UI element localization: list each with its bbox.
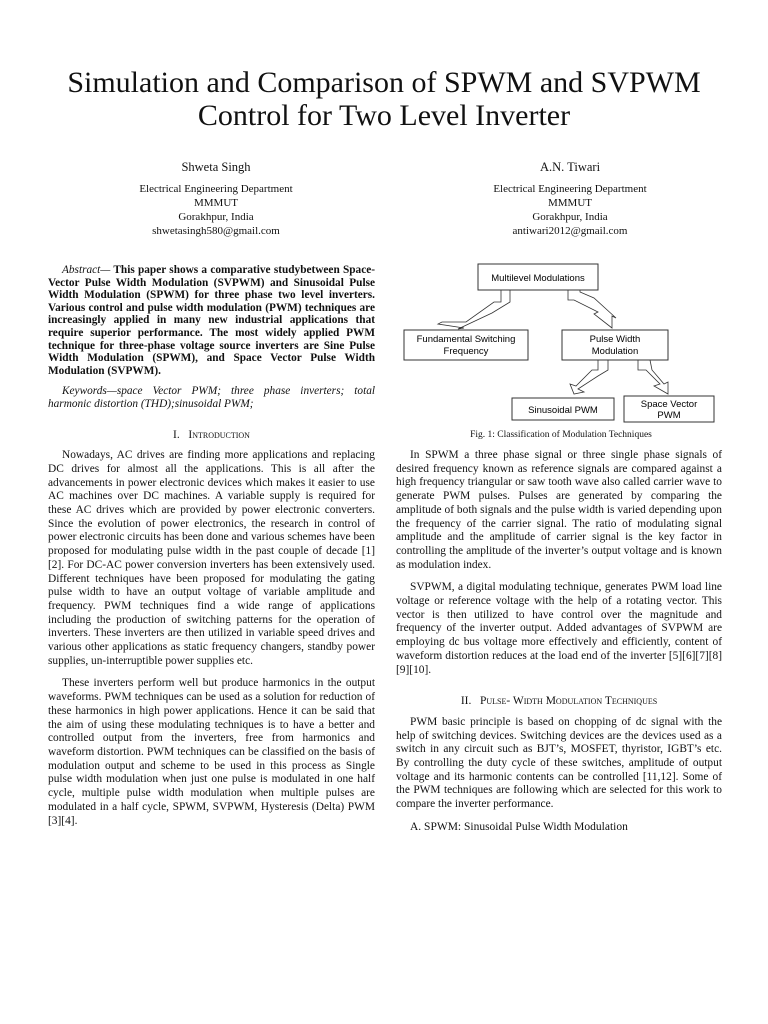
right-column [396, 449, 722, 835]
spwm-paragraph: In SPWM a three phase signal or three single phase signals of desired frequency known as reference signals are compared against a high frequency triangular or saw tooth wave also called carrier wave to generate PWM pulses. Pulses are generated by comparing the amplitude of both signals and the pulse width is varied depending upon the frequency of the carrier signal. The ratio of modulating signal amplitude and the amplitude of carrier signal is the key factor in controlling the amplitude of the inverter’s output voltage and is known as modulation index. [396, 449, 722, 571]
node-label: Space Vector [640, 399, 698, 410]
abstract-text: This paper shows a comparative studybetween Space-Vector Pulse Width Modulation (SVPWM) and Sinusoidal Pulse Width Modulation (SPWM) for three phase two level inverters. Various control and pulse width modulation (PWM) techniques are increasingly applied in many new industrial applications that require superior performance. The most widely applied PWM technique for three-phase voltage source inverters are Sine Pulse Width Modulation (SPWM), and Space Vector Pulse Width Modulation (SVPWM). [48, 264, 375, 377]
abstract [48, 264, 375, 377]
paper-title: Simulation and Comparison of SPWM and SVPWM Control for Two Level Inverter [67, 66, 701, 132]
arrow-left [438, 290, 510, 329]
node-label: PWM [657, 410, 681, 421]
author-institute: MMMUT [547, 197, 592, 209]
node-label: Fundamental Switching [416, 334, 516, 345]
figure-caption: Fig. 1: Classification of Modulation Techniques [470, 430, 652, 440]
intro-paragraph-2: These inverters perform well but produce harmonics in the output waveforms. PWM techniques can be used as a solution for reduction of these harmonics in high power applications. Hence it can be said that the aim of using these modulating techniques is to have a better and controlled output from the inverters, free from harmonics and waveform distortion. PWM techniques can be classified on the basis of modulation output and scheme to be used in this process as Single pulse width modulation when just one pulse is modulated in one half cycle, multiple pulse width modulation when multiple pulses are modulated in a half cycle, SPWM, SVPWM, Hysteresis (Delta) PWM [3][4]. [48, 677, 375, 827]
section-heading-introduction: I. Introduction [173, 428, 250, 441]
node-label: Modulation [591, 346, 639, 357]
node-label: Frequency [443, 346, 489, 357]
arrow-right [568, 290, 616, 328]
intro-paragraph-1: Nowadays, AC drives are finding more applications and replacing DC drives for almost all the applications. This is all after the advancements in power electronic devices which makes it easier to use AC machines over DC machines. A variable supply is required for these AC drives which are provided by power electronic converters. Since the evolution of power electronics, the research in control of power electronic circuits has been done and various schemes have been proposed for modulating pulse width in the past couple of decade [1][2]. For DC-AC power conversion inverters has been extensively used. Different techniques have been proposed for modulating the gating pulse width to have an output voltage of variable amplitude and frequency. PWM techniques find a wide range of applications including the production of switching patterns for the operation of inverters. These inverters are then utilized in variable speed drives and various other applications as static frequency changers, standby power supplies, un-interruptible power supplies etc. [48, 449, 375, 667]
node-label: Pulse Width [589, 334, 641, 345]
arrow-to-svpwm [638, 360, 668, 394]
node-label: Multilevel Modulations [491, 273, 585, 284]
author-email: antiwari2012@gmail.com [512, 225, 628, 237]
author-city: Gorakhpur, India [178, 211, 254, 223]
author-block-2 [420, 160, 720, 238]
svpwm-paragraph: SVPWM, a digital modulating technique, generates PWM load line voltage or reference voltage with the help of a rotating vector. This vector is then utilized to have control over the magnitude and frequency of the inverter output. Added advantages of SVPWM are employing dc bus voltage more effectively and efficiently, content of waveform distortion reduces at the load end of the inverter [5][6][7][8][9][10]. [396, 581, 722, 676]
abstract-lead: Abstract— [62, 264, 111, 276]
subsection-heading-spwm: A. SPWM: Sinusoidal Pulse Width Modulation [410, 820, 628, 833]
author-dept: Electrical Engineering Department [139, 183, 293, 195]
section-heading-pwm: II. Pulse- Width Modulation Techniques [460, 695, 658, 708]
author-dept: Electrical Engineering Department [493, 183, 647, 195]
author-email: shwetasingh580@gmail.com [152, 225, 280, 237]
author-name: Shweta Singh [181, 160, 251, 174]
node-label: Sinusoidal PWM [528, 405, 598, 416]
pwm-paragraph: PWM basic principle is based on chopping of dc signal with the help of switching devices. Switching devices are the devices used as a switch in any circuit such as BJT’s, MOSFET, thyristor, IGBT’s etc. By controlling the duty cycle of these switches, amplitude of output voltage and its harmonic contents can be controlled [11,12]. Some of the PWM techniques are following which are selected for this work to compare the inverter performance. [396, 715, 722, 811]
arrow-to-spwm [570, 360, 608, 394]
author-block-1 [66, 160, 366, 238]
classification-figure [398, 252, 724, 428]
author-city: Gorakhpur, India [532, 211, 608, 223]
left-column [48, 264, 375, 837]
keywords: Keywords—space Vector PWM; three phase inverters; total harmonic distortion (THD);sinusoidal PWM; [48, 385, 375, 410]
author-institute: MMMUT [193, 197, 238, 209]
classification-diagram [398, 252, 724, 428]
author-name: A.N. Tiwari [539, 160, 601, 174]
